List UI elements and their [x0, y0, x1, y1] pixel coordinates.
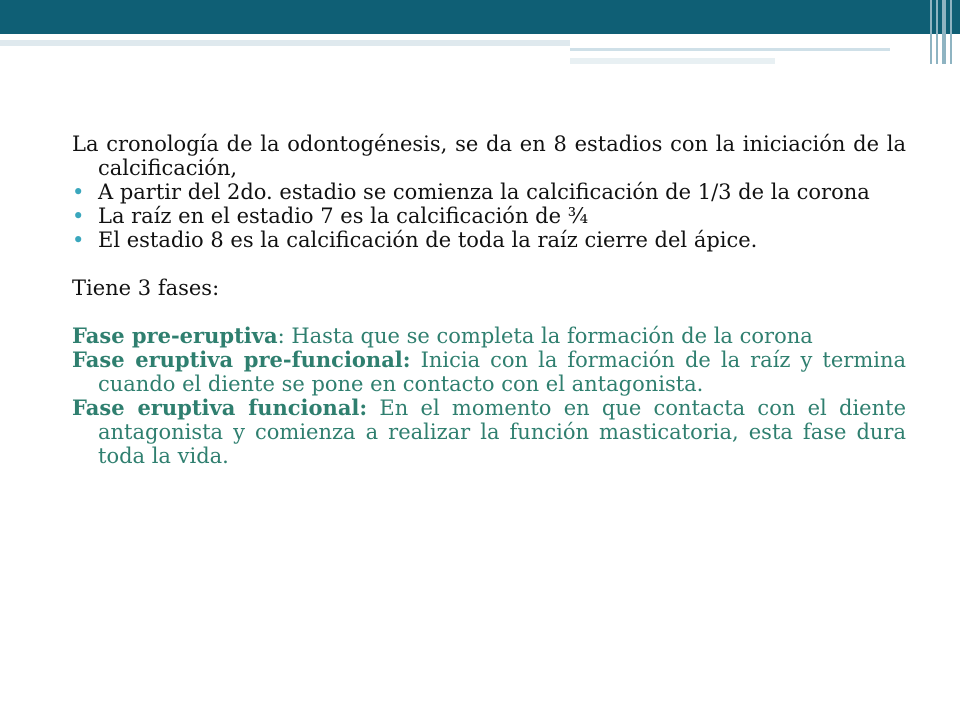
bullet-icon: •: [72, 204, 85, 228]
list-item: [72, 228, 906, 252]
bullet-text: La raíz en el estadio 7 es la calcificación de ¾: [98, 204, 589, 228]
intro-paragraph: La cronología de la odontogénesis, se da en 8 estadios con la iniciación de la calcificación,: [72, 132, 906, 180]
list-item: [72, 204, 906, 228]
bullet-text: A partir del 2do. estadio se comienza la calcificación de 1/3 de la corona: [98, 180, 870, 204]
phase-item: [72, 348, 906, 396]
header-bar: [0, 0, 960, 34]
header-stripe: [942, 0, 946, 64]
phases-heading: Tiene 3 fases:: [72, 276, 220, 300]
phase-separator: :: [277, 324, 285, 348]
phase-item: [72, 396, 906, 468]
phase-title: Fase eruptiva pre-funcional:: [72, 347, 411, 372]
header-accent-line: [570, 48, 890, 51]
header-accent-line: [570, 58, 775, 64]
list-item: [72, 180, 906, 204]
bullet-icon: •: [72, 228, 85, 252]
bullet-text: El estadio 8 es la calcificación de toda la raíz cierre del ápice.: [98, 228, 758, 252]
phase-text: En el momento en que contacta con el diente antagonista y comienza a realizar la función masticatoria, esta fase dura toda la vida.: [98, 396, 906, 468]
header-accent-line: [0, 40, 570, 46]
phase-item: [72, 324, 906, 348]
phase-title: Fase pre-eruptiva: [72, 323, 278, 348]
phase-title: Fase eruptiva funcional:: [72, 395, 368, 420]
slide-body: [72, 132, 906, 468]
header-stripe: [930, 0, 932, 64]
header-stripe: [936, 0, 938, 64]
phase-text: Inicia con la formación de la raíz y termina cuando el diente se pone en contacto con el antagonista.: [98, 348, 906, 396]
bullet-icon: •: [72, 180, 85, 204]
phase-text: Hasta que se completa la formación de la corona: [284, 324, 813, 348]
header-stripe: [950, 0, 952, 64]
